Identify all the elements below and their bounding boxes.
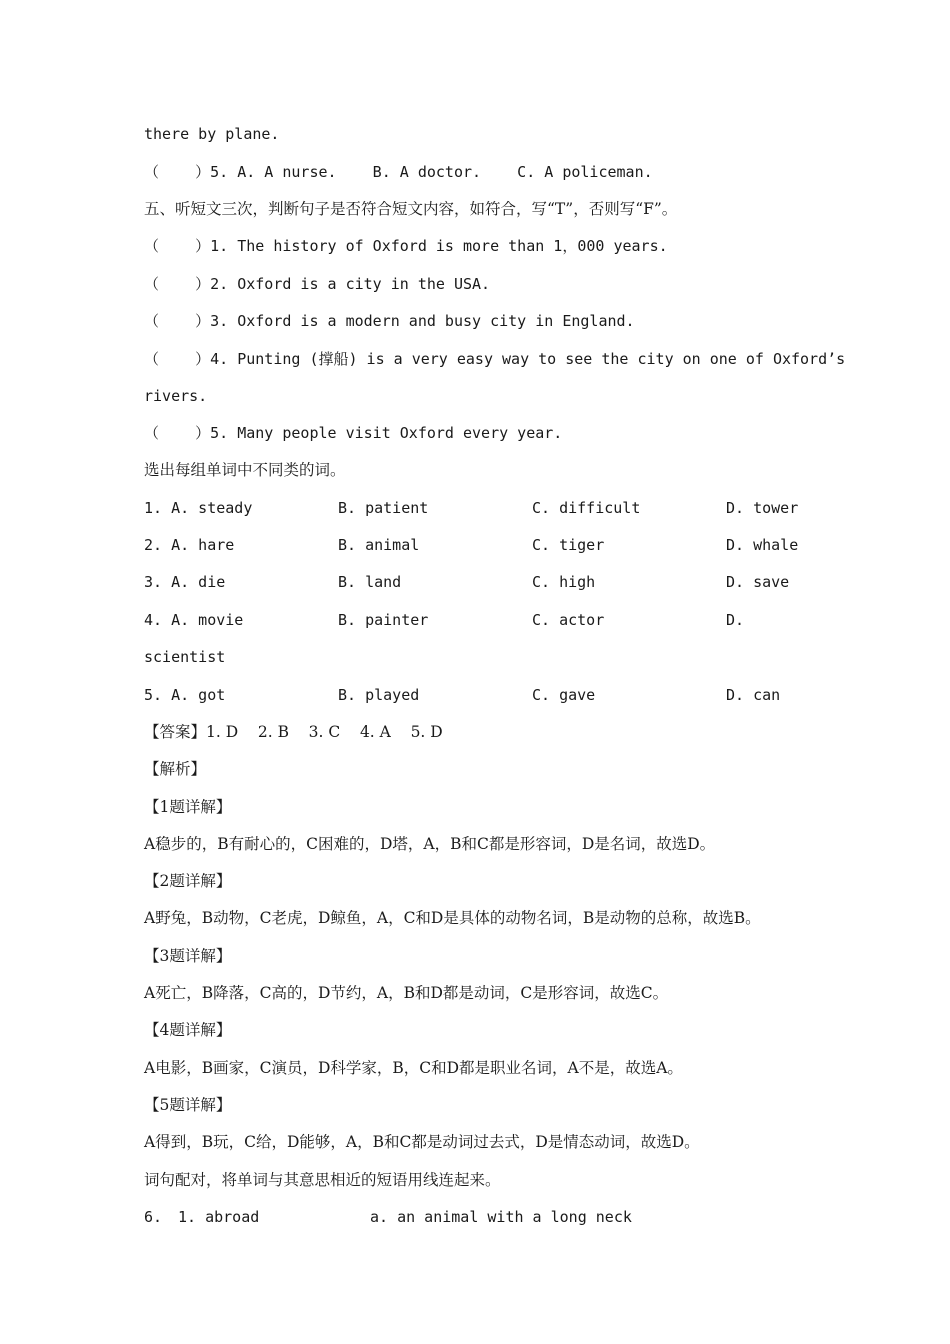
detail-2-title: 【2题详解】 — [144, 872, 232, 890]
continuation-line: there by plane. — [144, 125, 280, 143]
matching-left-1: 1. abroad — [178, 1208, 260, 1226]
odd-one-out-instruction: 选出每组单词中不同类的词。 — [144, 461, 346, 479]
tf-item-4: （ ）4. Punting (撑船) is a very easy way to see the city on one of Oxford’s — [144, 350, 846, 368]
analysis-heading: 【解析】 — [144, 760, 207, 778]
detail-3-text: A死亡，B降落，C高的，D节约，A，B和D都是动词，C是形容词，故选C。 — [144, 984, 669, 1002]
matching-question-number: 6. — [144, 1208, 163, 1226]
listening-question-5: （ ）5. A. A nurse. B. A doctor. C. A policeman. — [144, 163, 653, 181]
row2-option-c: C. tiger — [532, 536, 605, 554]
tf-item-5: （ ）5. Many people visit Oxford every year. — [144, 424, 563, 442]
matching-right-a: a. an animal with a long neck — [370, 1208, 632, 1226]
detail-5-title: 【5题详解】 — [144, 1096, 232, 1114]
row4-option-c: C. actor — [532, 611, 605, 629]
detail-1-title: 【1题详解】 — [144, 798, 232, 816]
row3-option-b: B. land — [338, 573, 402, 591]
tf-item-1: （ ）1. The history of Oxford is more than 1，000 years. — [144, 237, 668, 255]
tf-item-2: （ ）2. Oxford is a city in the USA. — [144, 275, 491, 293]
row2-option-b: B. animal — [338, 536, 420, 554]
row2-option-d: D. whale — [726, 536, 799, 554]
answer-key: 【答案】1. D 2. B 3. C 4. A 5. D — [144, 723, 443, 741]
row1-option-a: 1. A. steady — [144, 499, 253, 517]
section5-instruction: 五、听短文三次，判断句子是否符合短文内容，如符合，写“T”，否则写“F”。 — [144, 200, 678, 218]
matching-instruction: 词句配对，将单词与其意思相近的短语用线连起来。 — [144, 1171, 501, 1189]
detail-4-text: A电影，B画家，C演员，D科学家，B，C和D都是职业名词，A不是，故选A。 — [144, 1059, 683, 1077]
row5-option-d: D. can — [726, 686, 781, 704]
tf-item-3: （ ）3. Oxford is a modern and busy city in England. — [144, 312, 635, 330]
row4-option-d: D. — [726, 611, 745, 629]
detail-4-title: 【4题详解】 — [144, 1021, 232, 1039]
row4-option-b: B. painter — [338, 611, 429, 629]
row1-option-c: C. difficult — [532, 499, 641, 517]
row1-option-d: D. tower — [726, 499, 799, 517]
detail-3-title: 【3题详解】 — [144, 947, 232, 965]
row3-option-c: C. high — [532, 573, 596, 591]
row5-option-a: 5. A. got — [144, 686, 226, 704]
row2-option-a: 2. A. hare — [144, 536, 235, 554]
row3-option-a: 3. A. die — [144, 573, 226, 591]
detail-2-text: A野兔，B动物，C老虎，D鲸鱼，A，C和D是具体的动物名词，B是动物的总称，故选B。 — [144, 909, 761, 927]
row5-option-b: B. played — [338, 686, 420, 704]
detail-1-text: A稳步的，B有耐心的，C困难的，D塔，A，B和C都是形容词，D是名词，故选D。 — [144, 835, 716, 853]
row3-option-d: D. save — [726, 573, 790, 591]
row1-option-b: B. patient — [338, 499, 429, 517]
row4-option-a: 4. A. movie — [144, 611, 244, 629]
detail-5-text: A得到，B玩，C给，D能够，A，B和C都是动词过去式，D是情态动词，故选D。 — [144, 1133, 700, 1151]
row5-option-c: C. gave — [532, 686, 596, 704]
row4-option-d-wrap: scientist — [144, 648, 226, 666]
tf-item-4-wrap: rivers. — [144, 387, 208, 405]
